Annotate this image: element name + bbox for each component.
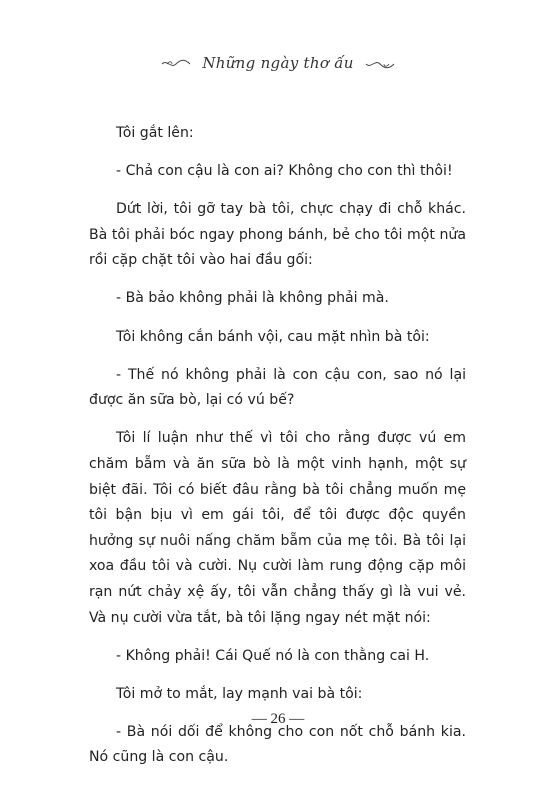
- paragraph: - Bà nói dối để không cho con nốt chỗ bánh kia. Nó cũng là con cậu.: [89, 723, 466, 766]
- page-number: — 26 —: [251, 711, 305, 727]
- paragraph: Tôi gắt lên:: [116, 125, 194, 141]
- body-text: [89, 121, 466, 783]
- paragraph: Tôi mở to mắt, lay mạnh vai bà tôi:: [116, 685, 363, 702]
- swirl-ornament-icon: [161, 58, 191, 70]
- paragraph: - Không phải! Cái Quế nó là con thằng cai H.: [116, 647, 430, 664]
- paragraph: Dứt lời, tôi gỡ tay bà tôi, chực chạy đi chỗ khác. Bà tôi phải bóc ngay phong bánh, bẻ cho tôi một nửa rồi cặp chặt tôi vào hai đầu gối:: [89, 201, 466, 269]
- paragraph: Tôi không cắn bánh vội, cau mặt nhìn bà tôi:: [116, 328, 430, 345]
- running-header: [0, 54, 556, 72]
- paragraph: - Chả con cậu là con ai? Không cho con thì thôi!: [116, 163, 453, 180]
- paragraph: - Bà bảo không phải là không phải mà.: [116, 290, 389, 307]
- paragraph: Tôi lí luận như thế vì tôi cho rằng được vú em chăm bẵm và ăn sữa bò là một vinh hạnh, một sự biệt đãi. Tôi có biết đâu rằng bà tôi chẳng muốn mẹ tôi bận bịu vì em gái tôi, để tôi được độc quyền hưởng sự nuôi nấng chăm bẵm của mẹ tôi. Bà tôi lại xoa đầu tôi và cười. Nụ cười làm rung động cặp môi rạn nứt chảy xệ ấy, tôi vẫn chẳng thấy gì là vui vẻ. Và nụ cười vừa tắt, bà tôi lặng ngay nét mặt nói:: [89, 430, 466, 626]
- paragraph: - Thế nó không phải là con cậu con, sao nó lại được ăn sữa bò, lại có vú bế?: [89, 366, 466, 409]
- swirl-ornament-icon: [365, 58, 395, 70]
- header-title: Những ngày thơ ấu: [202, 54, 354, 72]
